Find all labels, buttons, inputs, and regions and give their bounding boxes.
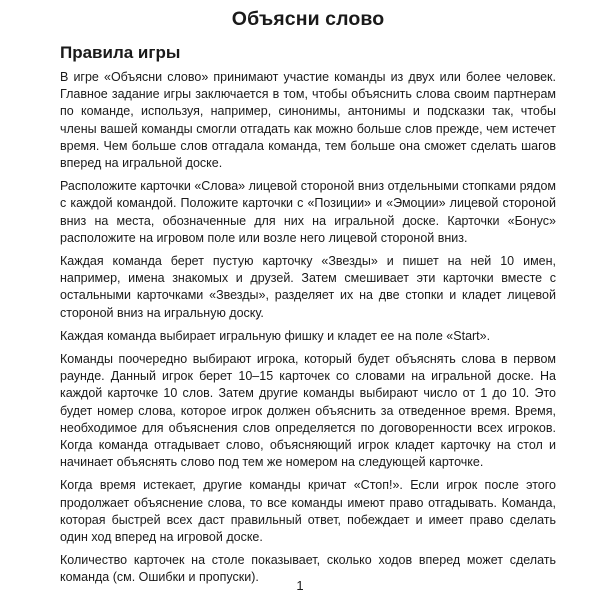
- paragraph-star-cards: Каждая команда берет пустую карточку «Звезды» и пишет на ней 10 имен, например, имена знакомых и друзей. Затем смешивает эти карточки вместе с остальными карточками «Звезды», разделяет их на две стопки и кладет лицевой стороной вниз на игральную доску.: [60, 254, 556, 320]
- page-title: Объясни слово: [231, 8, 385, 30]
- paragraph-game-piece: Каждая команда выбирает игральную фишку и кладет ее на поле «Start».: [60, 328, 491, 343]
- paragraph-time-up: Когда время истекает, другие команды кричат «Стоп!». Если игрок после этого продолжает объяснение слова, то все команды имеют право отгадывать. Команда, которая быстрей всех даст правильный ответ, побеждает и имеет право сделать один ход вперед на игровой доске.: [60, 478, 556, 545]
- paragraph-intro: В игре «Объясни слово» принимают участие команды из двух или более человек. Главное задание игры заключается в том, чтобы объяснить слова своим партнерам по команде, используя, например, синонимы, антонимы и подсказки так, чтобы члены вашей команды смогли отгадать как можно больше слов прежде, чем истечет время. Чем больше слов отгадала команда, тем больше она сможет сделать шагов вперед на игральной доске.: [60, 70, 556, 171]
- paragraph-round-play: Команды поочередно выбирают игрока, который будет объяснять слова в первом раунде. Данный игрок берет 10–15 карточек со словами на игральной доске. На каждой карточке 10 слов. Затем другие команды выбирают число от 1 до 10. Это будет номер слова, которое игрок должен объяснить за отведенное время. Время, необходимое для объяснения слов определяется по договоренности всех игроков. Когда команда отгадывает слово, объясняющий игрок кладет карточку на стол и начинает объяснять слово под тем же номером на следующей карточке.: [60, 352, 556, 470]
- paragraph-moves-count: Количество карточек на столе показывает, сколько ходов вперед может сделать команда (см. Ошибки и пропуски).: [60, 553, 556, 585]
- section-heading-rules: Правила игры: [60, 43, 181, 62]
- paragraph-cards-setup: Расположите карточки «Слова» лицевой стороной вниз отдельными стопками рядом с каждой командой. Положите карточки с «Позиции» и «Эмоции» лицевой стороной вниз на места, обозначенные для них на игральной доске. Карточки «Бонус» расположите на игровом поле или возле него лицевой стороной вниз.: [60, 179, 556, 245]
- page-number: 1: [296, 578, 304, 593]
